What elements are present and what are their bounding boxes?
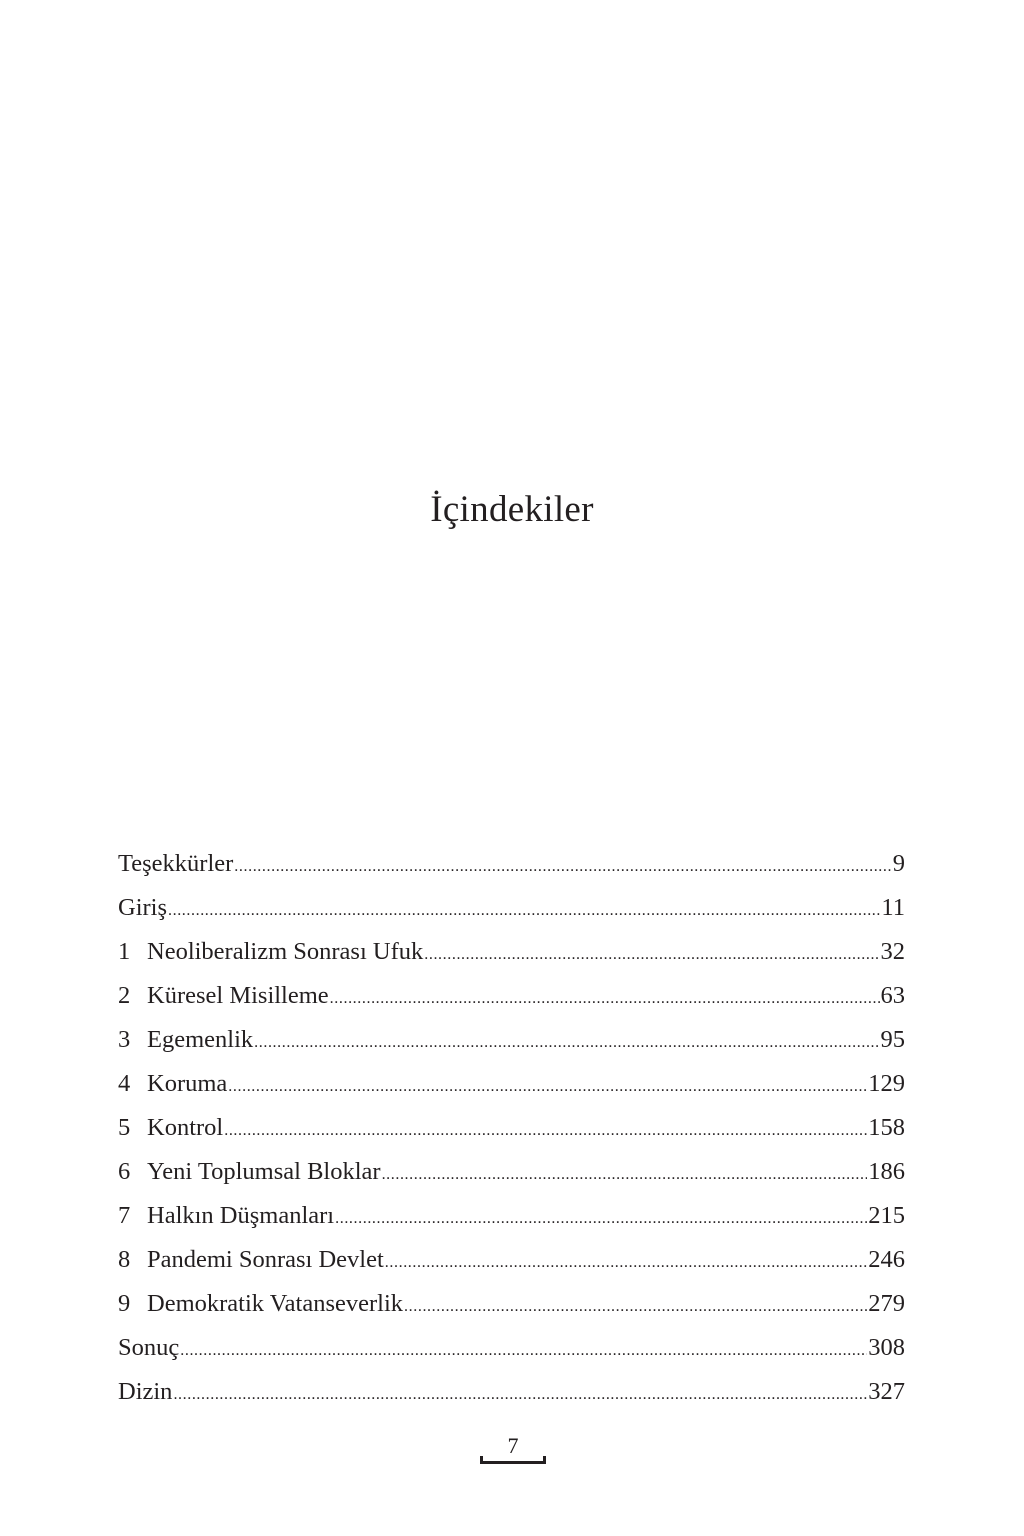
toc-entry[interactable] [118,1326,905,1370]
dot-leader [424,933,879,974]
toc-entry-title: Koruma [147,1070,228,1097]
toc-entry-page: 158 [868,1114,905,1141]
dot-leader [180,1329,867,1370]
page-title: İçindekiler [430,489,594,530]
dot-leader [385,1241,867,1282]
toc-chapter-number: 4 [118,1070,131,1097]
toc-entry[interactable] [118,1106,905,1150]
page-number: 7 [507,1433,519,1458]
toc-entry-title: Halkın Düşmanları [147,1202,335,1229]
toc-entry-page: 308 [868,1334,905,1361]
toc-entry-page: 32 [880,938,905,965]
dot-leader [168,889,880,930]
toc-chapter-number: 9 [118,1290,131,1317]
toc-entry-title: Sonuç [118,1334,180,1361]
toc-entry[interactable] [118,1150,905,1194]
toc-chapter-number: 7 [118,1202,131,1229]
toc-entry[interactable] [118,1062,905,1106]
toc-entry-page: 279 [868,1290,905,1317]
toc-entry[interactable] [118,1018,905,1062]
toc-entry-page: 95 [880,1026,905,1053]
toc-entry-title: Kontrol [147,1114,224,1141]
toc-entry-page: 11 [881,894,905,921]
toc-entry-title: Pandemi Sonrası Devlet [147,1246,384,1273]
toc-chapter-number: 3 [118,1026,131,1053]
toc-entry[interactable] [118,974,905,1018]
page-number-bracket [480,1456,546,1464]
toc-entry-page: 246 [868,1246,905,1273]
toc-chapter-number: 8 [118,1246,131,1273]
toc-entry-title: Dizin [118,1378,173,1405]
toc-entry-title: Küresel Misilleme [147,982,329,1009]
toc-entry-page: 186 [868,1158,905,1185]
dot-leader [173,1373,867,1414]
toc-entry-page: 63 [880,982,905,1009]
toc-entry-title: Demokratik Vatanseverlik [147,1290,404,1317]
toc-entry[interactable] [118,1282,905,1326]
toc-entry[interactable] [118,930,905,974]
toc-chapter-number: 1 [118,938,131,965]
toc-chapter-number: 2 [118,982,131,1009]
toc-entry-title: Egemenlik [147,1026,254,1053]
page-footer [480,1434,546,1464]
dot-leader [330,977,880,1018]
toc-entry-title: Giriş [118,894,167,921]
dot-leader [224,1109,867,1150]
toc-chapter-number: 6 [118,1158,131,1185]
toc-entry-title: Yeni Toplumsal Bloklar [147,1158,381,1185]
toc-entry[interactable] [118,1238,905,1282]
dot-leader [228,1065,867,1106]
toc-entry-page: 129 [868,1070,905,1097]
toc-entry[interactable] [118,1370,905,1414]
dot-leader [254,1021,879,1062]
toc-entry[interactable] [118,1194,905,1238]
toc-entry[interactable] [118,886,905,930]
toc-entry-page: 215 [868,1202,905,1229]
toc-entry[interactable] [118,842,905,886]
dot-leader [335,1197,867,1238]
toc-entry-title: Neoliberalizm Sonrası Ufuk [147,938,424,965]
toc-entry-page: 9 [892,850,905,877]
toc-chapter-number: 5 [118,1114,131,1141]
dot-leader [404,1285,867,1326]
toc-entry-title: Teşekkürler [118,850,234,877]
toc-entry-page: 327 [868,1378,905,1405]
dot-leader [234,845,891,886]
table-of-contents [118,842,905,1414]
dot-leader [382,1153,868,1194]
